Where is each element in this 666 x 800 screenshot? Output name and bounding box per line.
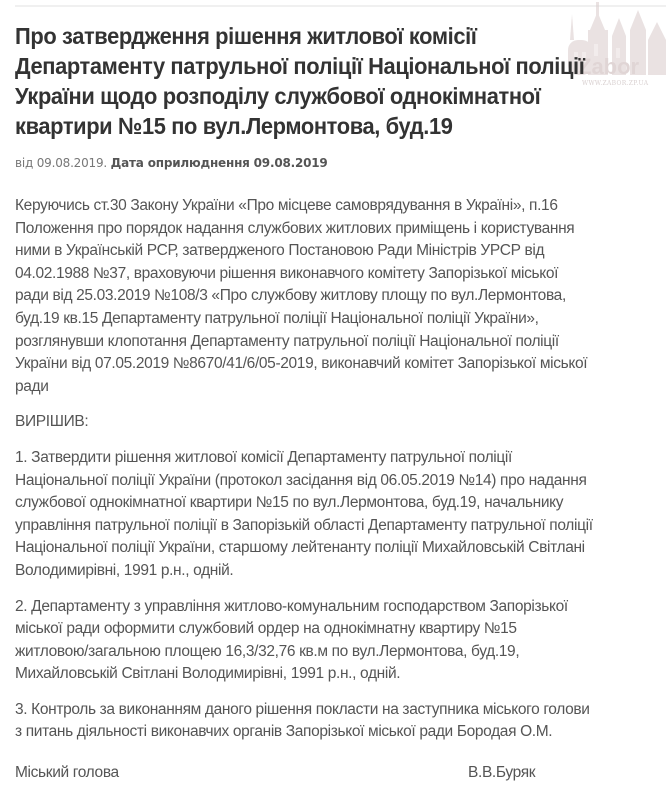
resolution-item-1 [15,447,666,583]
text-line: розглянувши клопотання Департаменту патрульної поліції Національної поліції [15,332,559,350]
watermark-site-text: WWW.ZABOR.ZP.UA [582,80,649,87]
document-date: від 09.08.2019. [15,156,108,170]
text-line: житловою/загальною площею 16,3/32,76 кв.м по вул.Лермонтова, буд.19, [15,642,520,660]
text-line: міської ради оформити службовий ордер на однокімнатну квартиру №15 [15,620,517,638]
text-line: 1. Затвердити рішення житлової комісії Департаменту патрульної поліції [15,448,512,466]
article [15,21,665,781]
text-line: 3. Контроль за виконанням даного рішення покласти на заступника міського голови [15,700,590,718]
signatory-position: Міський голова [15,764,119,781]
text-line: ради від 25.03.2019 №108/3 «Про службову житлову площу по вул.Лермонтова, [15,287,566,305]
publication-date: Дата оприлюднення 09.08.2019 [110,156,328,170]
text-line: управління патрульної поліції в Запорізькій області Департаменту патрульної поліції [15,516,593,534]
text-line: з питань діяльності виконавчих органів Запорізької міської ради Бородая О.М. [15,723,553,741]
page-title [15,21,666,141]
preamble-paragraph [15,195,666,398]
resolution-heading [15,411,666,434]
resolution-item-2 [15,596,666,686]
text-line: 2. Департаменту з управління житлово-комунальним господарством Запорізької [15,597,568,615]
text-line: ВИРІШИВ: [15,413,89,431]
resolution-item-3 [15,699,666,744]
signatory-name: В.В.Буряк [468,764,536,781]
text-line: Володимирівні, 1991 р.н., одній. [15,561,234,579]
document-body [15,195,666,757]
text-line: службової однокімнатної квартири №15 по вул.Лермонтова, буд.19, начальнику [15,494,564,512]
text-line: Керуючись ст.30 Закону України «Про місцеве самоврядування в Україні», п.16 [15,197,558,214]
text-line: ради [15,377,49,395]
text-line: Національної поліції України, старшому лейтенанту поліції Михайловській Світлані [15,539,585,557]
text-line: ними в Українській РСР, затвердженого Постановою Ради Міністрів УРСР від [15,242,545,260]
svg-text:Zabor: Zabor [578,54,640,79]
title-line: квартири №15 по вул.Лермонтова, буд.19 [15,113,453,139]
text-line: України від 07.05.2019 №8670/41/6/05-2019, виконавчий комітет Запорізької міської [15,355,588,373]
title-line: України щодо розподілу службової однокімнатної [15,83,541,109]
text-line: 04.02.1988 №37, враховуючи рішення виконавчого комітету Запорізької міської [15,264,559,282]
text-line: Михайловській Світлані Володимирівні, 1991 р.н., одній. [15,665,401,683]
publication-meta [15,156,328,170]
text-line: буд.19 кв.15 Департаменту патрульної поліції Національної поліції України», [15,309,539,327]
text-line: Положення про порядок надання службових житлових приміщень і користування [15,219,575,237]
title-line: Департаменту патрульної поліції Національної поліції [15,53,585,79]
title-line: Про затвердження рішення житлової комісії [15,23,477,49]
text-line: Національної поліції України (протокол засідання від 06.05.2019 №14) про надання [15,471,587,489]
